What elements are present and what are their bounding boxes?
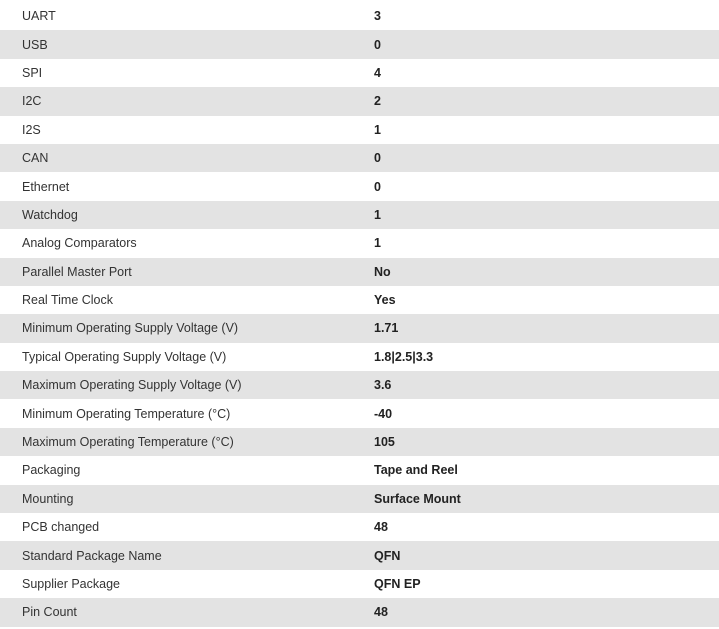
spec-name: I2S: [0, 116, 374, 144]
spec-value: Surface Mount: [374, 485, 719, 513]
spec-name: Real Time Clock: [0, 286, 374, 314]
spec-name: Minimum Operating Supply Voltage (V): [0, 314, 374, 342]
spec-row-uart: [0, 2, 719, 30]
spec-name: Typical Operating Supply Voltage (V): [0, 343, 374, 371]
spec-value: Tape and Reel: [374, 456, 719, 484]
spec-name: Watchdog: [0, 201, 374, 229]
spec-value: -40: [374, 399, 719, 427]
spec-row-spi: [0, 59, 719, 87]
spec-row-pcb-changed: [0, 513, 719, 541]
spec-name: UART: [0, 2, 374, 30]
spec-value: QFN EP: [374, 570, 719, 598]
spec-row-min-supply-voltage: [0, 314, 719, 342]
spec-value: 0: [374, 172, 719, 200]
spec-value: 1: [374, 201, 719, 229]
spec-row-mounting: [0, 485, 719, 513]
spec-value: 3.6: [374, 371, 719, 399]
spec-row-i2c: [0, 87, 719, 115]
spec-value: 1: [374, 229, 719, 257]
spec-row-pin-count: [0, 598, 719, 626]
spec-value: 3: [374, 2, 719, 30]
spec-value: 48: [374, 513, 719, 541]
spec-name: Ethernet: [0, 172, 374, 200]
spec-name: Pin Count: [0, 598, 374, 626]
spec-row-standard-package-name: [0, 541, 719, 569]
spec-row-min-temperature: [0, 399, 719, 427]
spec-name: SPI: [0, 59, 374, 87]
spec-value: 1.8|2.5|3.3: [374, 343, 719, 371]
spec-value: 105: [374, 428, 719, 456]
spec-value: 48: [374, 598, 719, 626]
spec-row-usb: [0, 30, 719, 58]
spec-row-ethernet: [0, 172, 719, 200]
spec-value: 0: [374, 30, 719, 58]
spec-name: Mounting: [0, 485, 374, 513]
spec-value: 1.71: [374, 314, 719, 342]
spec-table-body: [0, 2, 719, 627]
spec-name: Analog Comparators: [0, 229, 374, 257]
spec-name: Supplier Package: [0, 570, 374, 598]
spec-name: USB: [0, 30, 374, 58]
spec-row-watchdog: [0, 201, 719, 229]
spec-value: QFN: [374, 541, 719, 569]
spec-row-can: [0, 144, 719, 172]
spec-name: Maximum Operating Supply Voltage (V): [0, 371, 374, 399]
spec-row-packaging: [0, 456, 719, 484]
spec-row-analog-comparators: [0, 229, 719, 257]
spec-value: 2: [374, 87, 719, 115]
spec-row-supplier-package: [0, 570, 719, 598]
spec-name: Packaging: [0, 456, 374, 484]
spec-name: Maximum Operating Temperature (°C): [0, 428, 374, 456]
spec-row-real-time-clock: [0, 286, 719, 314]
spec-value: Yes: [374, 286, 719, 314]
spec-name: Parallel Master Port: [0, 258, 374, 286]
spec-row-parallel-master-port: [0, 258, 719, 286]
spec-value: 4: [374, 59, 719, 87]
spec-value: 0: [374, 144, 719, 172]
spec-table: [0, 2, 719, 627]
spec-value: 1: [374, 116, 719, 144]
spec-row-i2s: [0, 116, 719, 144]
spec-name: Minimum Operating Temperature (°C): [0, 399, 374, 427]
spec-name: PCB changed: [0, 513, 374, 541]
spec-row-max-supply-voltage: [0, 371, 719, 399]
spec-name: CAN: [0, 144, 374, 172]
spec-row-typical-supply-voltage: [0, 343, 719, 371]
spec-value: No: [374, 258, 719, 286]
spec-name: Standard Package Name: [0, 541, 374, 569]
spec-row-max-temperature: [0, 428, 719, 456]
spec-name: I2C: [0, 87, 374, 115]
